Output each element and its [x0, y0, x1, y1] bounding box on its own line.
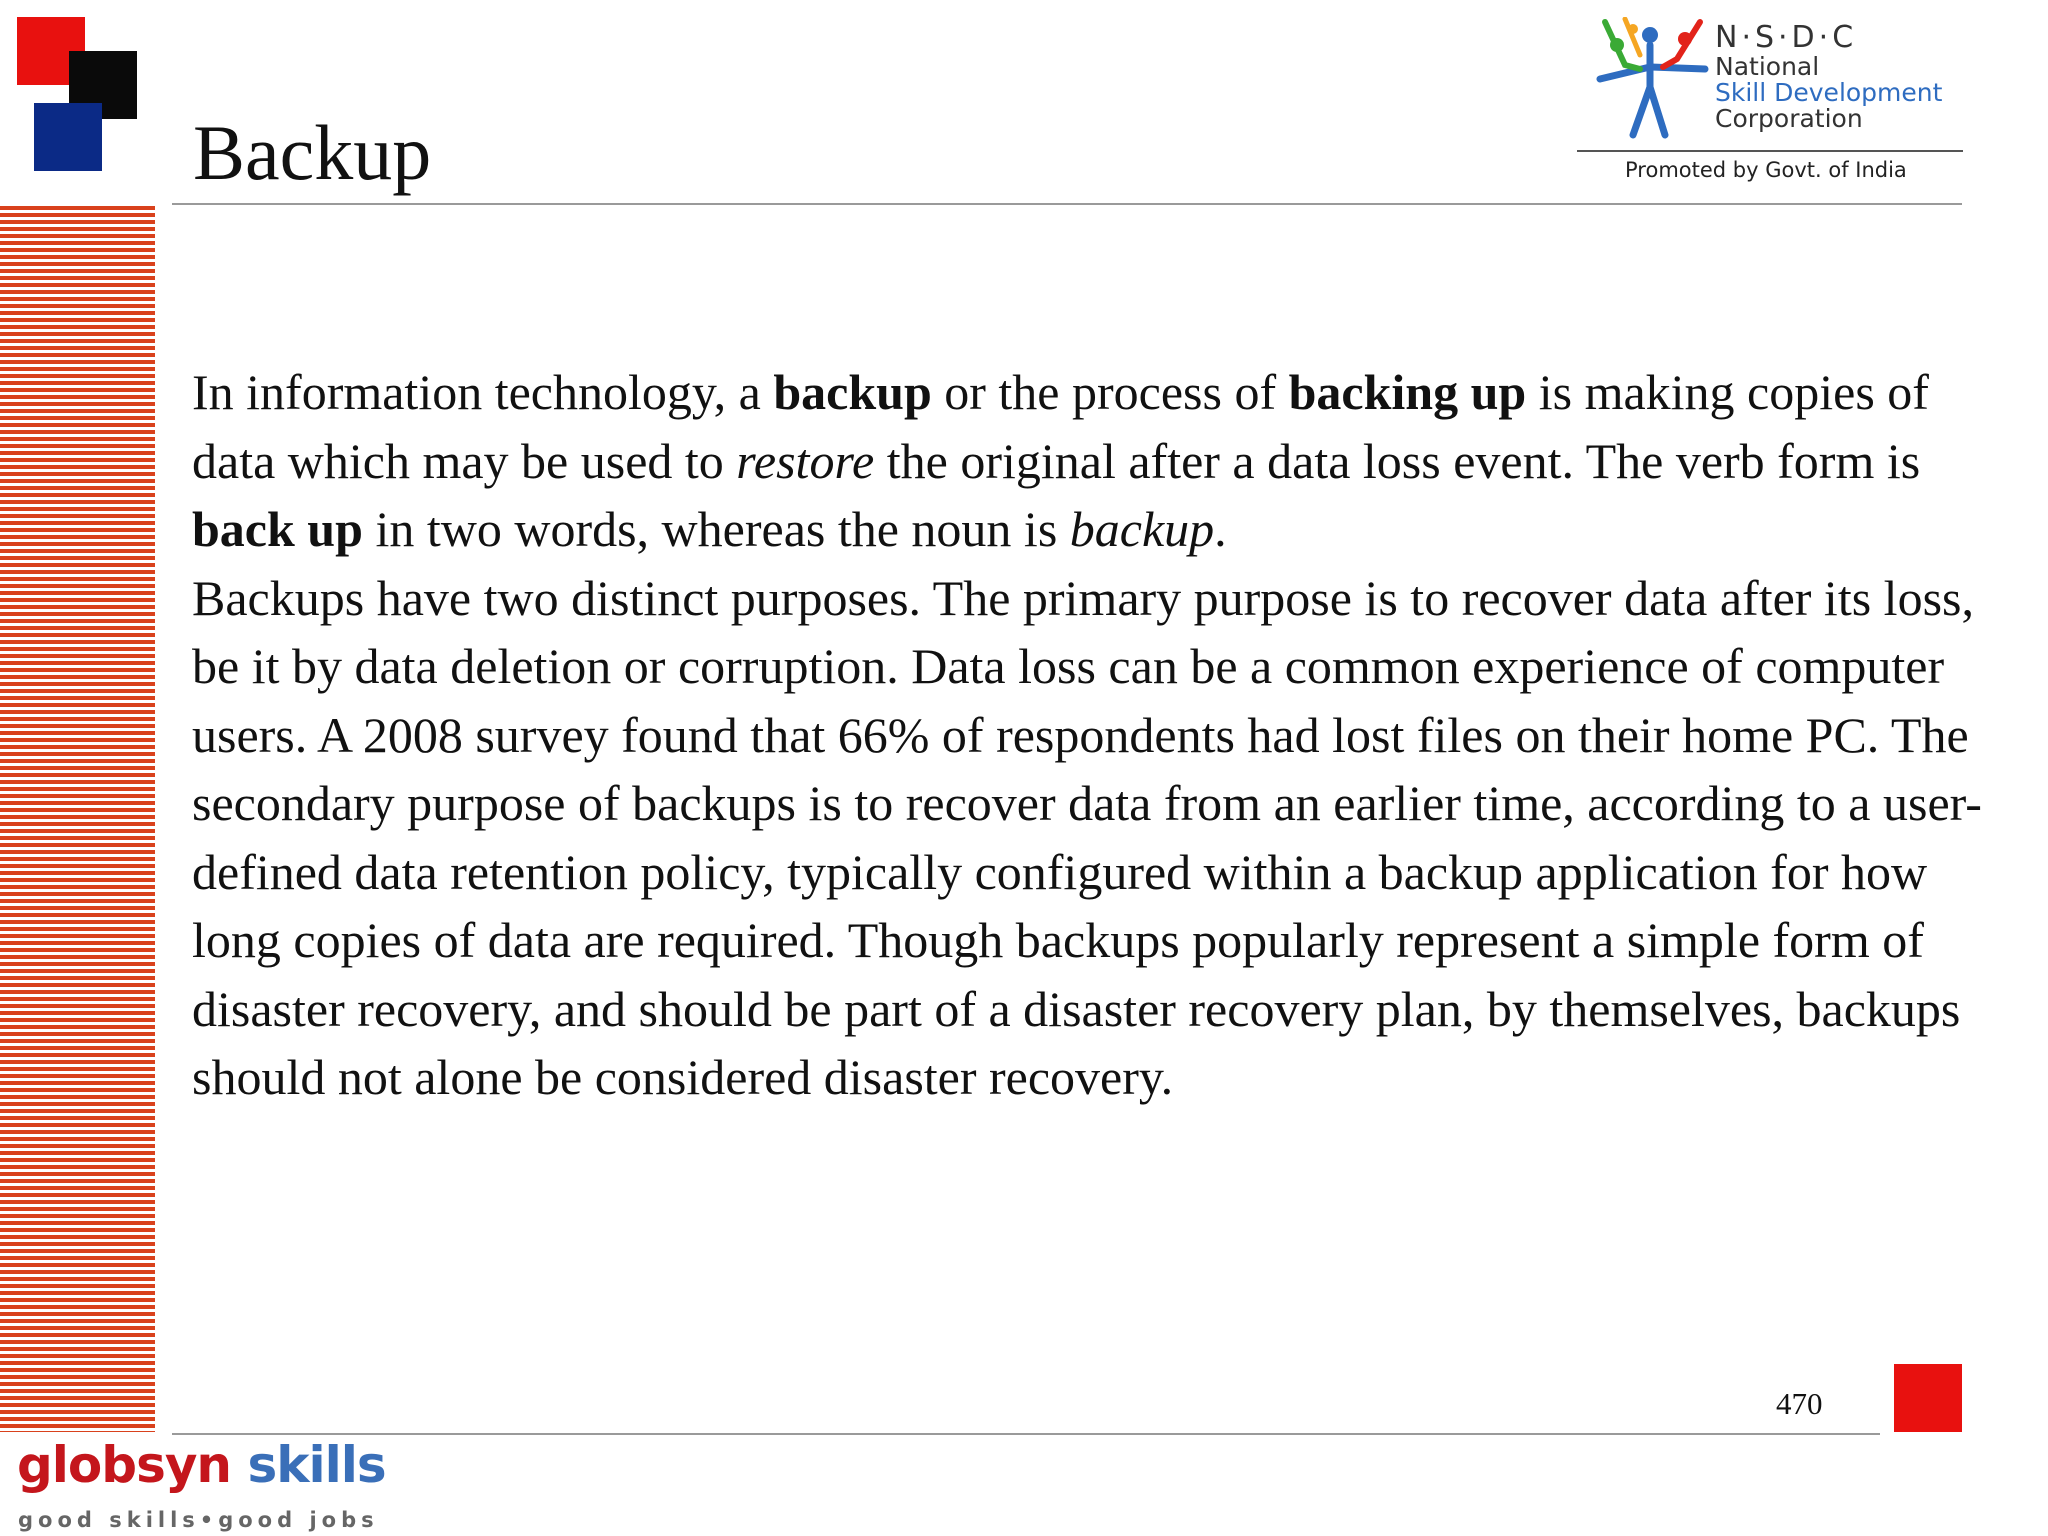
- nsdc-logo: [1575, 12, 1965, 187]
- decor-stripes: [0, 206, 155, 1432]
- text-run: is making copies of data which may be used to: [192, 364, 1929, 489]
- nsdc-name-line1: National: [1715, 52, 1820, 81]
- title-divider: [172, 203, 1962, 205]
- text-run: .: [1214, 501, 1227, 557]
- paragraph-definition: [192, 358, 1982, 564]
- nsdc-acronym: N·S·D·C: [1715, 20, 1858, 55]
- term-backup-noun: backup: [1069, 501, 1215, 557]
- footer-divider: [172, 1433, 1880, 1435]
- term-restore: restore: [736, 432, 875, 489]
- text-run: In information technology, a: [192, 364, 774, 420]
- term-backup: backup: [773, 364, 932, 420]
- brand-globsyn: globsyn: [17, 1436, 232, 1494]
- decor-red-square-bottom: [1894, 1364, 1962, 1432]
- text-run: in two words, whereas the noun is: [362, 501, 1070, 557]
- text-run: the original after a data loss event. The verb form is: [874, 432, 1921, 489]
- promoted-by-text: Promoted by Govt. of India: [1625, 158, 1907, 182]
- globsyn-logo: [17, 1436, 386, 1494]
- nsdc-figures-icon: [1585, 17, 1715, 142]
- term-backing-up: backing up: [1288, 364, 1527, 420]
- nsdc-name-line3: Corporation: [1715, 104, 1863, 133]
- nsdc-name-line2: Skill Development: [1715, 78, 1943, 107]
- brand-skills: skills: [247, 1436, 386, 1494]
- slide-body: [192, 358, 1982, 1112]
- page-number: 470: [1776, 1386, 1823, 1421]
- logo-divider: [1577, 150, 1963, 152]
- decor-blue-square: [34, 103, 102, 171]
- globsyn-tagline: good skills•good jobs: [18, 1508, 379, 1532]
- text-run: or the process of: [931, 364, 1289, 420]
- paragraph-purposes: Backups have two distinct purposes. The primary purpose is to recover data after its loss, be it by data deletion or corruption. Data loss can be a common experience of computer users. A 2008 survey found that 66% of respondents had lost files on their home PC. The secondary purpose of backups is to recover data from an earlier time, according to a user-defined data retention policy, typically configured within a backup application for how long copies of data are required. Though backups popularly represent a simple form of disaster recovery, and should be part of a disaster recovery plan, by themselves, backups should not alone be considered disaster recovery.: [192, 569, 1982, 1105]
- term-back-up: back up: [192, 501, 363, 557]
- slide-title: Backup: [193, 109, 432, 196]
